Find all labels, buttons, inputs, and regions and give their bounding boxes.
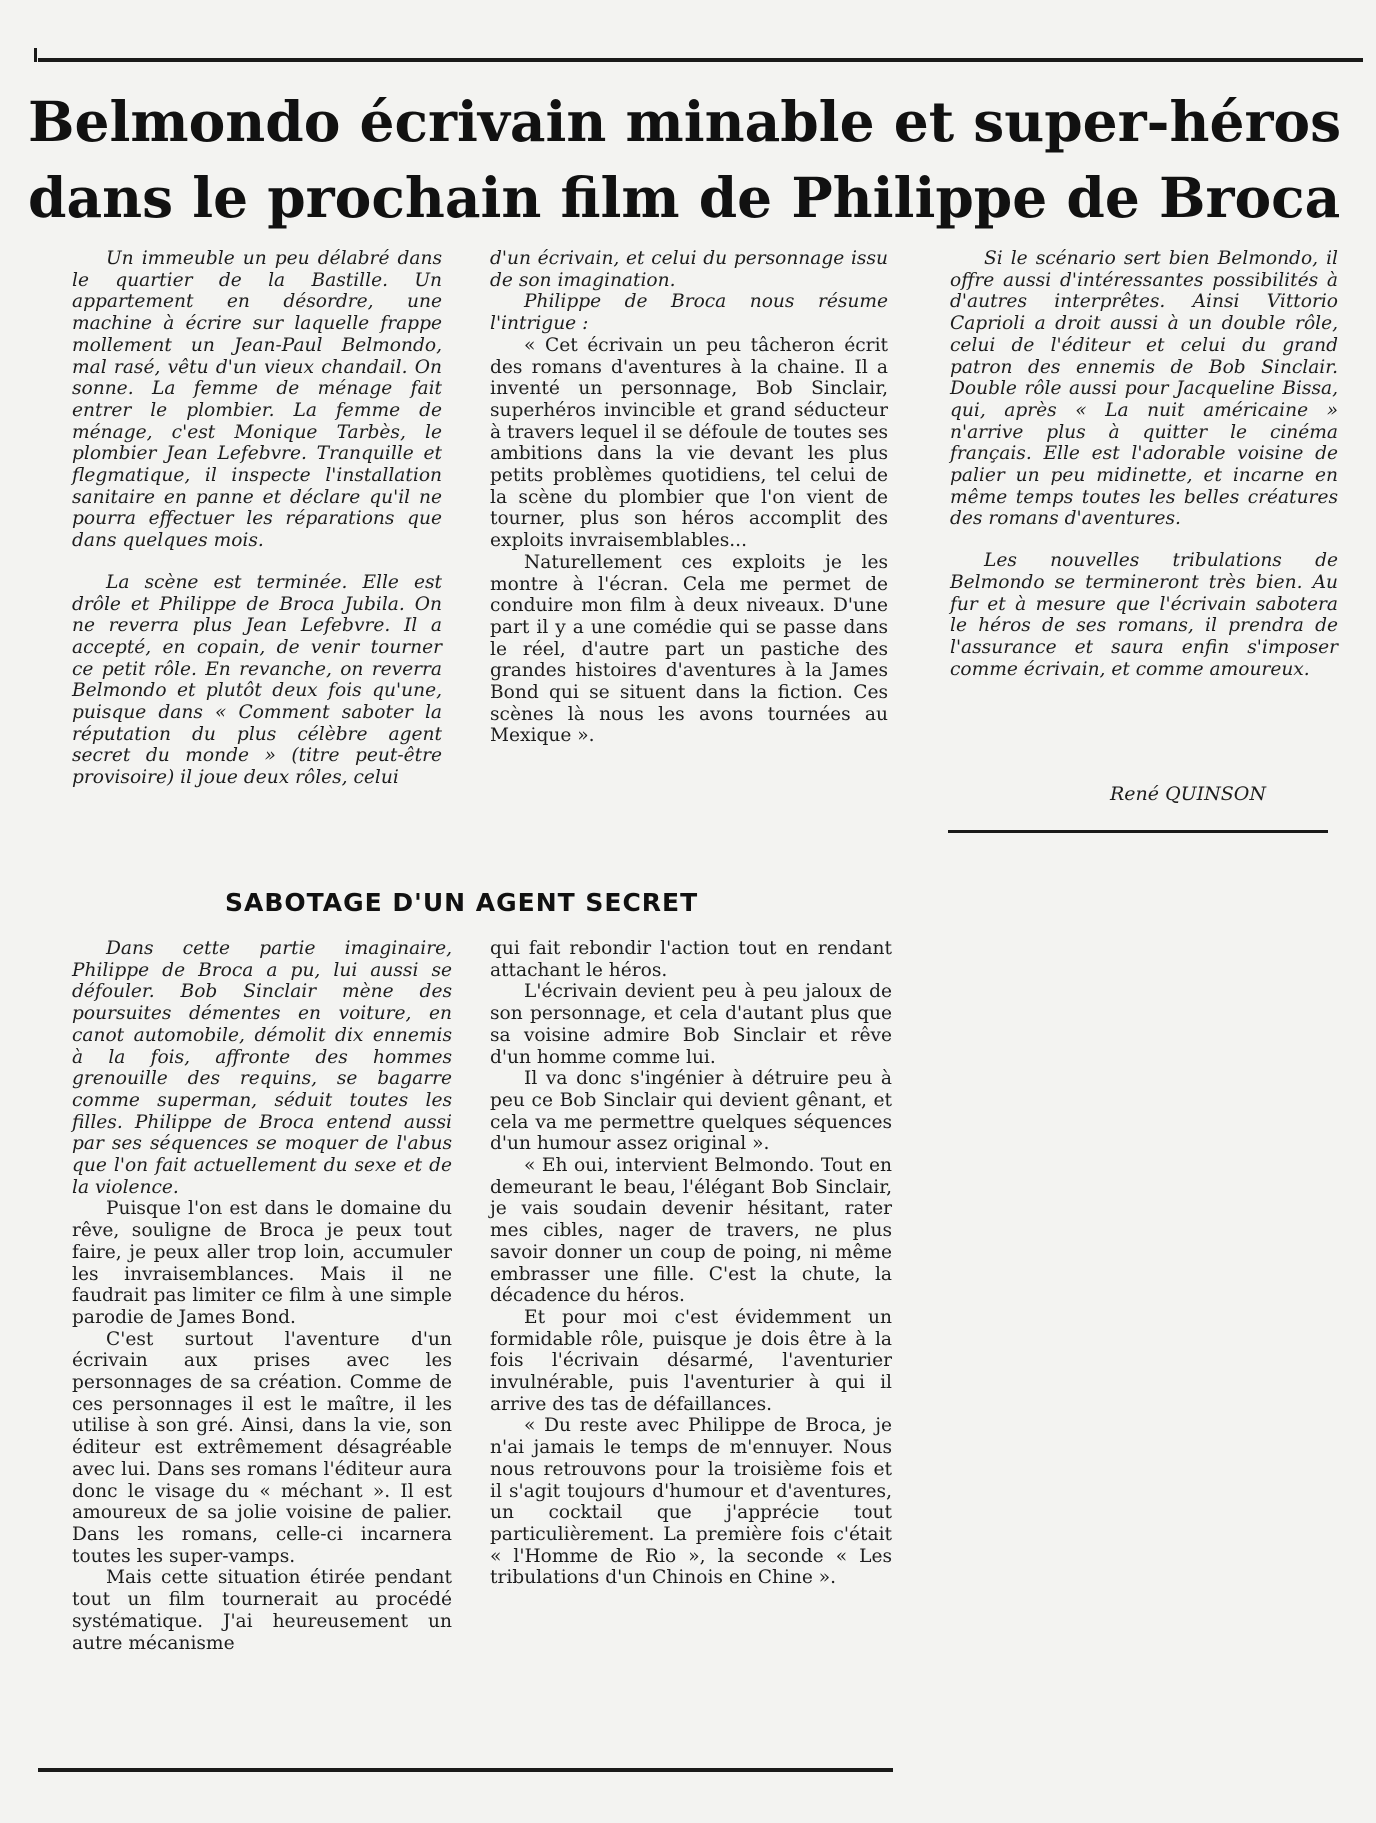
top-rule <box>38 58 1363 62</box>
paragraph: Philippe de Broca nous résume l'intrigue : <box>490 291 888 335</box>
headline-line-2: dans le prochain film de Philippe de Broca <box>28 165 1341 230</box>
paragraph: Un immeuble un peu délabré dans le quartier de la Bastille. Un appartement en désordre, une machine à écrire sur laquelle frappe mollement un Jean-Paul Belmondo, mal rasé, vêtu d'un vieux chandail. On sonne. La femme de ménage fait entrer le plombier. La femme de ménage, c'est Monique Tarbès, le plombier Jean Lefebvre. Tranquille et flegmatique, il inspecte l'installation sanitaire en panne et déclare qu'il ne pourra effectuer les réparations que dans quelques mois. <box>72 248 442 552</box>
paragraph: Les nouvelles tribulations de Belmondo se termineront très bien. Au fur et à mesure que l'écrivain sabotera le héros de ses romans, il prendra de l'assurance et saura enfin s'imposer comme écrivain, et comme amoureux. <box>950 550 1338 680</box>
paragraph: La scène est terminée. Elle est drôle et Philippe de Broca Jubila. On ne reverra plus Jean Lefebvre. Il a accepté, en copain, de venir tourner ce petit rôle. En revanche, on reverra Belmondo et plutôt deux fois qu'une, puisque dans « Comment saboter la réputation du plus célèbre agent secret du monde » (titre peut-être provisoire) il joue deux rôles, celui <box>72 571 442 789</box>
paragraph: d'un écrivain, et celui du personnage issu de son imagination. <box>490 248 888 291</box>
paragraph: Dans cette partie imaginaire, Philippe de Broca a pu, lui aussi se défouler. Bob Sinclair mène des poursuites démentes en voiture, en canot automobile, démolit dix ennemis à la fois, affronte des hommes grenouille des requins, se bagarre comme superman, séduit toutes les filles. Philippe de Broca entend aussi par ses séquences se moquer de l'abus que l'on fait actuellement du sexe et de la violence. <box>72 938 452 1198</box>
headline <box>28 84 1368 236</box>
subheading: SABOTAGE D'UN AGENT SECRET <box>225 888 699 917</box>
signature-rule <box>948 830 1328 833</box>
column-5 <box>490 938 892 1589</box>
bottom-rule <box>38 1768 893 1772</box>
headline-line-1: Belmondo écrivain minable et super-héros <box>28 89 1342 154</box>
paragraph: « Du reste avec Philippe de Broca, je n'ai jamais le temps de m'ennuyer. Nous nous retrouvons pour la troisième fois et il s'agit toujours d'humour et d'aventures, un cocktail que j'apprécie tout particulièrement. La première fois c'était « l'Homme de Rio », la seconde « Les tribulations d'un Chinois en Chine ». <box>490 1415 892 1589</box>
margin-mark <box>34 48 37 62</box>
paragraph: Il va donc s'ingénier à détruire peu à peu ce Bob Sinclair qui devient gênant, et cela va me permettre quelques séquences d'un humour assez original ». <box>490 1068 892 1155</box>
paragraph: « Cet écrivain un peu tâcheron écrit des romans d'aventures à la chaine. Il a inventé un personnage, Bob Sinclair, superhéros invincible et grand séducteur à travers lequel il se défoule de toutes ses ambitions dans la vie devant les plus petits problèmes quotidiens, tel celui de la scène du plombier que l'on vient de tourner, plus son héros accomplit des exploits invraisemblables... <box>490 334 888 552</box>
column-1 <box>72 248 442 789</box>
paragraph: Puisque l'on est dans le domaine du rêve, souligne de Broca je peux tout faire, je peux aller trop loin, accumuler les invraisemblances. Mais il ne faudrait pas limiter ce film à une simple parodie de James Bond. <box>72 1198 452 1328</box>
paragraph: Naturellement ces exploits je les montre à l'écran. Cela me permet de conduire mon film à deux niveaux. D'une part il y a une comédie qui se passe dans le réel, d'autre part un pastiche des grandes histoires d'aventures à la James Bond qui se situent dans la fiction. Ces scènes là nous les avons tournées au Mexique ». <box>490 551 888 747</box>
paragraph: Mais cette situation étirée pendant tout un film tournerait au procédé systématique. J'ai heureusement un autre mécanisme <box>72 1567 452 1654</box>
paragraph: « Eh oui, intervient Belmondo. Tout en demeurant le beau, l'élégant Bob Sinclair, je vais soudain devenir hésitant, rater mes cibles, nager de travers, ne plus savoir donner un coup de poing, ni même embrasser une fille. C'est la chute, la décadence du héros. <box>490 1155 892 1307</box>
paragraph: Si le scénario sert bien Belmondo, il offre aussi d'intéressantes possibilités à d'autres interprêtes. Ainsi Vittorio Caprioli a droit aussi à un double rôle, celui de l'éditeur et celui du grand patron des ennemis de Bob Sinclair. Double rôle aussi pour Jacqueline Bissa, qui, après « La nuit américaine » n'arrive plus à quitter le cinéma français. Elle est l'adorable voisine de palier un peu midinette, et incarne en même temps toutes les belles créatures des romans d'aventures. <box>950 248 1338 530</box>
column-4 <box>72 938 452 1654</box>
paragraph: Et pour moi c'est évidemment un formidable rôle, puisque je dois être à la fois l'écrivain désarmé, l'aventurier invulnérable, puis l'aventurier à qui il arrive des tas de défaillances. <box>490 1306 892 1415</box>
author-signature: René QUINSON <box>1110 783 1267 805</box>
column-2 <box>490 248 888 747</box>
paragraph: qui fait rebondir l'action tout en rendant attachant le héros. <box>490 938 892 981</box>
column-3 <box>950 248 1338 680</box>
paragraph: C'est surtout l'aventure d'un écrivain aux prises avec les personnages de sa création. Comme de ces personnages il est le maître, il les utilise à son gré. Ainsi, dans la vie, son éditeur est extrêmement désagréable avec lui. Dans ses romans l'éditeur aura donc le visage du « méchant ». Il est amoureux de sa jolie voisine de palier. Dans les romans, celle-ci incarnera toutes les super-vamps. <box>72 1328 452 1567</box>
paragraph: L'écrivain devient peu à peu jaloux de son personnage, et cela d'autant plus que sa voisine admire Bob Sinclair et rêve d'un homme comme lui. <box>490 981 892 1068</box>
